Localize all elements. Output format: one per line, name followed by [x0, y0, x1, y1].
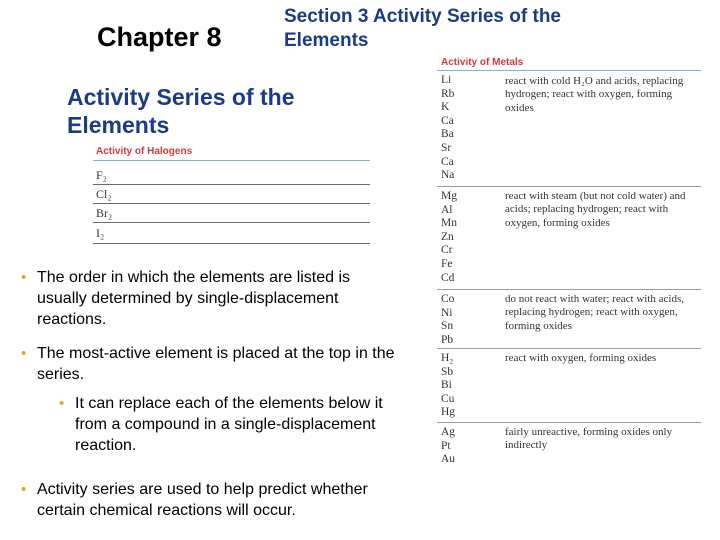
metal-group-description: fairly unreactive, forming oxides only indirectly — [505, 426, 673, 452]
halogen-row-rule — [93, 203, 370, 204]
bullet-text: The order in which the elements are listed is usually determined by single-displacement reactions. — [37, 269, 351, 328]
metal-header-rule — [437, 70, 701, 71]
halogen-element: I₂ — [96, 226, 105, 240]
bullet-item — [21, 267, 397, 330]
halogen-table-title: Activity of Halogens — [96, 146, 193, 157]
bullet-item — [21, 343, 397, 385]
halogen-element: Br₂ — [96, 206, 113, 220]
metal-element-list: H₂ Sb Bi Cu Hg — [441, 352, 456, 419]
bullet-text: It can replace each of the elements below it from a compound in a single-displacement reaction. — [75, 395, 383, 454]
metal-group-description: react with steam (but not cold water) and acids; replacing hydrogen; react with oxygen, forming oxides — [505, 190, 686, 229]
metal-activity-table — [437, 55, 701, 470]
bullet-marker: • — [59, 395, 65, 412]
halogen-header-rule — [93, 160, 370, 161]
metal-table-title: Activity of Metals — [441, 57, 524, 68]
metal-group-rule — [437, 289, 701, 290]
halogen-row-rule — [93, 184, 370, 185]
section-heading: Section 3 Activity Series of the Elements — [284, 6, 561, 51]
halogen-activity-table — [93, 146, 370, 246]
halogen-row-rule — [93, 222, 370, 223]
halogen-element: Cl₂ — [96, 187, 112, 201]
metal-group-rule — [437, 348, 701, 349]
slide-title: Activity Series of the Elements — [67, 84, 295, 138]
metal-group-rule — [437, 186, 701, 187]
bullet-marker: • — [21, 345, 27, 362]
bullet-marker: • — [21, 481, 27, 498]
bullet-text: Activity series are used to help predict whether certain chemical reactions will occur. — [37, 481, 368, 519]
bullet-item — [21, 479, 407, 521]
halogen-row-rule — [93, 243, 370, 244]
metal-group-description: react with cold H₂O and acids, replacing hydrogen; react with oxygen, forming oxides — [505, 75, 684, 114]
halogen-element: F₂ — [96, 168, 107, 182]
metal-element-list: Mg Al Mn Zn Cr Fe Cd — [441, 190, 457, 284]
sub-bullet-item — [59, 393, 410, 456]
metal-group-rule — [437, 422, 701, 423]
metal-element-list: Ag Pt Au — [441, 426, 456, 466]
metal-group-description: react with oxygen, forming oxides — [505, 352, 657, 364]
chapter-heading: Chapter 8 — [97, 22, 222, 52]
bullet-marker: • — [21, 269, 27, 286]
bullet-text: The most-active element is placed at the top in the series. — [37, 345, 395, 383]
metal-element-list: Li Rb K Ca Ba Sr Ca Na — [441, 74, 455, 182]
metal-element-list: Co Ni Sn Pb — [441, 293, 455, 346]
metal-group-description: do not react with water; react with acids, replacing hydrogen; react with oxygen, forming oxides — [505, 293, 684, 332]
